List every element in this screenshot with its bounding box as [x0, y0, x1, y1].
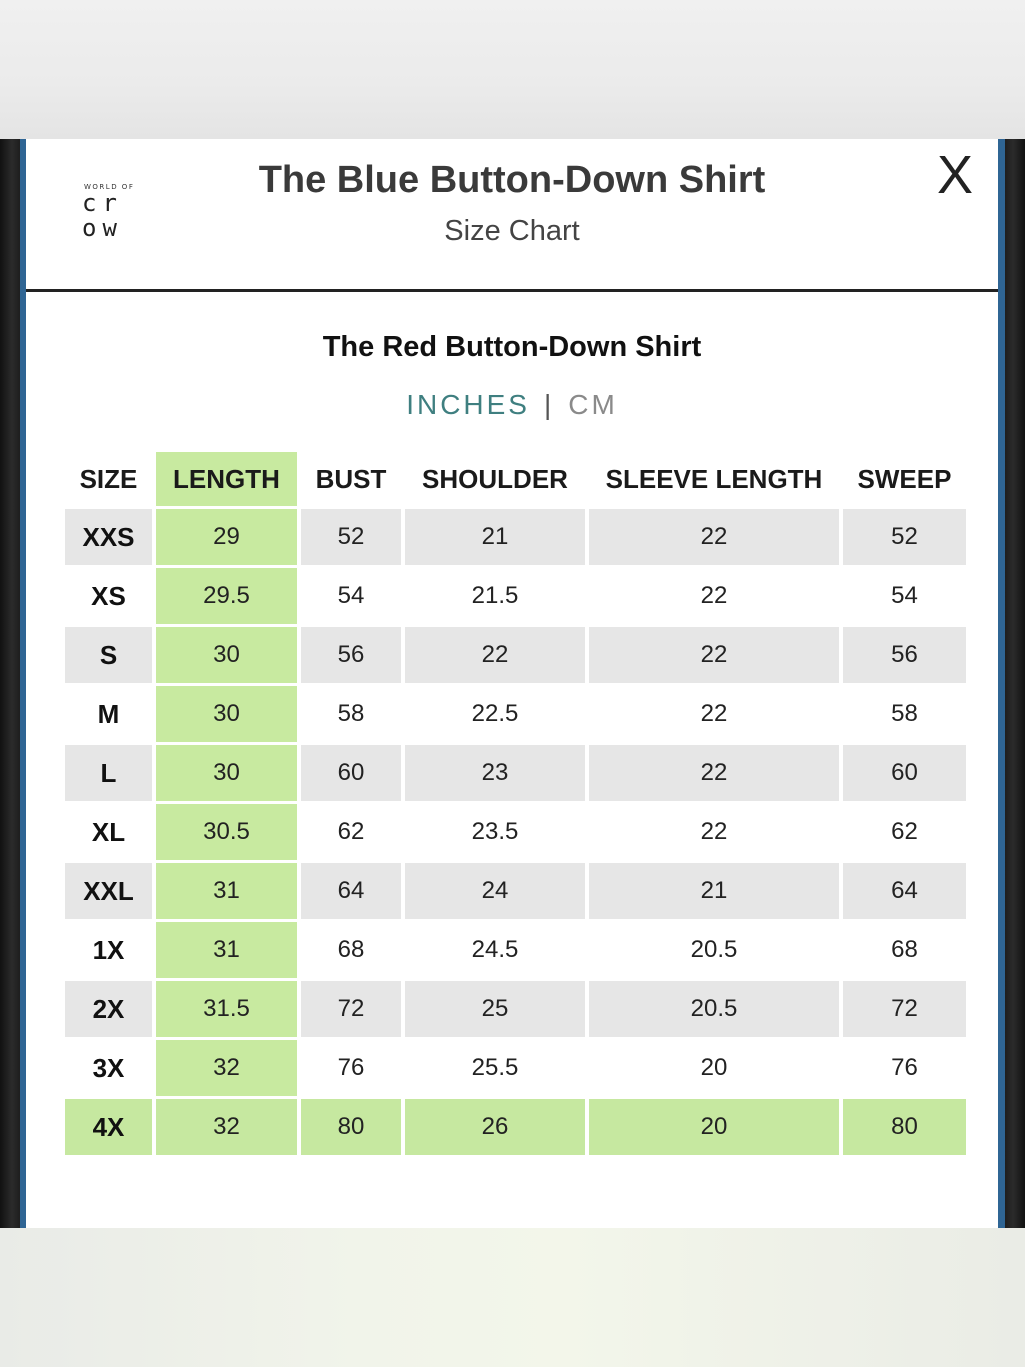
table-cell: 60: [843, 745, 966, 801]
size-cell: XS: [65, 568, 152, 624]
size-chart-modal: [26, 139, 998, 1228]
table-cell: 22: [589, 627, 839, 683]
table-cell: 54: [843, 568, 966, 624]
close-button[interactable]: X: [936, 145, 974, 205]
table-cell: 20: [589, 1099, 839, 1155]
table-cell: 22: [589, 568, 839, 624]
table-cell: 20.5: [589, 981, 839, 1037]
table-cell: 68: [301, 922, 401, 978]
unit-separator: |: [543, 389, 555, 420]
table-cell: 56: [301, 627, 401, 683]
table-row: [65, 686, 966, 742]
size-cell: 4X: [65, 1099, 152, 1155]
column-header: BUST: [301, 452, 401, 506]
table-cell: 68: [843, 922, 966, 978]
table-cell: 29: [156, 509, 297, 565]
size-cell: M: [65, 686, 152, 742]
logo-small-text: WORLD OF: [84, 183, 135, 191]
table-row: [65, 981, 966, 1037]
table-cell: 22: [589, 509, 839, 565]
unit-toggle: [26, 389, 998, 421]
column-header: SWEEP: [843, 452, 966, 506]
modal-subtitle: Size Chart: [444, 215, 580, 247]
chart-title: The Red Button-Down Shirt: [322, 331, 702, 363]
table-cell: 58: [301, 686, 401, 742]
table-row: [65, 863, 966, 919]
product-title: The Blue Button-Down Shirt: [258, 159, 766, 201]
table-cell: 30: [156, 745, 297, 801]
table-cell: 30: [156, 627, 297, 683]
table-cell: 58: [843, 686, 966, 742]
table-cell: 80: [301, 1099, 401, 1155]
table-cell: 22: [589, 804, 839, 860]
table-cell: 64: [843, 863, 966, 919]
table-cell: 64: [301, 863, 401, 919]
table-cell: 24.5: [405, 922, 585, 978]
column-header: SHOULDER: [405, 452, 585, 506]
table-cell: 62: [843, 804, 966, 860]
table-row: [65, 1040, 966, 1096]
table-cell: 31: [156, 922, 297, 978]
table-cell: 23: [405, 745, 585, 801]
logo-line-2: ow: [82, 214, 123, 242]
table-cell: 22: [589, 745, 839, 801]
table-cell: 22: [589, 686, 839, 742]
size-cell: S: [65, 627, 152, 683]
background-bottom: [0, 1228, 1025, 1367]
table-row: [65, 804, 966, 860]
size-cell: XL: [65, 804, 152, 860]
table-cell: 26: [405, 1099, 585, 1155]
table-row: [65, 922, 966, 978]
table-cell: 20: [589, 1040, 839, 1096]
size-cell: 2X: [65, 981, 152, 1037]
table-cell: 31.5: [156, 981, 297, 1037]
table-cell: 30: [156, 686, 297, 742]
table-cell: 56: [843, 627, 966, 683]
table-row: [65, 509, 966, 565]
table-cell: 22: [405, 627, 585, 683]
header-divider: [26, 289, 998, 292]
table-cell: 32: [156, 1040, 297, 1096]
table-row-highlighted: [65, 1099, 966, 1155]
column-header: SIZE: [65, 452, 152, 506]
table-cell: 21: [589, 863, 839, 919]
table-cell: 24: [405, 863, 585, 919]
table-header-row: [65, 452, 966, 506]
table-cell: 80: [843, 1099, 966, 1155]
table-cell: 30.5: [156, 804, 297, 860]
table-cell: 32: [156, 1099, 297, 1155]
table-row: [65, 627, 966, 683]
table-cell: 72: [301, 981, 401, 1037]
table-row: [65, 745, 966, 801]
column-header: SLEEVE LENGTH: [589, 452, 839, 506]
table-cell: 31: [156, 863, 297, 919]
table-cell: 54: [301, 568, 401, 624]
background-right: [1005, 139, 1025, 1228]
table-cell: 52: [843, 509, 966, 565]
table-cell: 76: [301, 1040, 401, 1096]
table-cell: 52: [301, 509, 401, 565]
table-cell: 25.5: [405, 1040, 585, 1096]
background-left: [0, 139, 20, 1228]
table-cell: 23.5: [405, 804, 585, 860]
size-cell: XXL: [65, 863, 152, 919]
size-table: [61, 449, 970, 1158]
size-cell: L: [65, 745, 152, 801]
table-cell: 62: [301, 804, 401, 860]
table-cell: 29.5: [156, 568, 297, 624]
table-cell: 20.5: [589, 922, 839, 978]
table-cell: 25: [405, 981, 585, 1037]
table-cell: 22.5: [405, 686, 585, 742]
table-cell: 60: [301, 745, 401, 801]
size-cell: 1X: [65, 922, 152, 978]
unit-inches-tab[interactable]: INCHES: [406, 389, 530, 420]
table-cell: 76: [843, 1040, 966, 1096]
table-cell: 21.5: [405, 568, 585, 624]
column-header: LENGTH: [156, 452, 297, 506]
unit-cm-tab[interactable]: CM: [568, 389, 618, 420]
size-cell: 3X: [65, 1040, 152, 1096]
background-top: [0, 0, 1025, 139]
table-row: [65, 568, 966, 624]
size-cell: XXS: [65, 509, 152, 565]
table-cell: 72: [843, 981, 966, 1037]
table-cell: 21: [405, 509, 585, 565]
logo-line-1: cr: [82, 189, 123, 217]
